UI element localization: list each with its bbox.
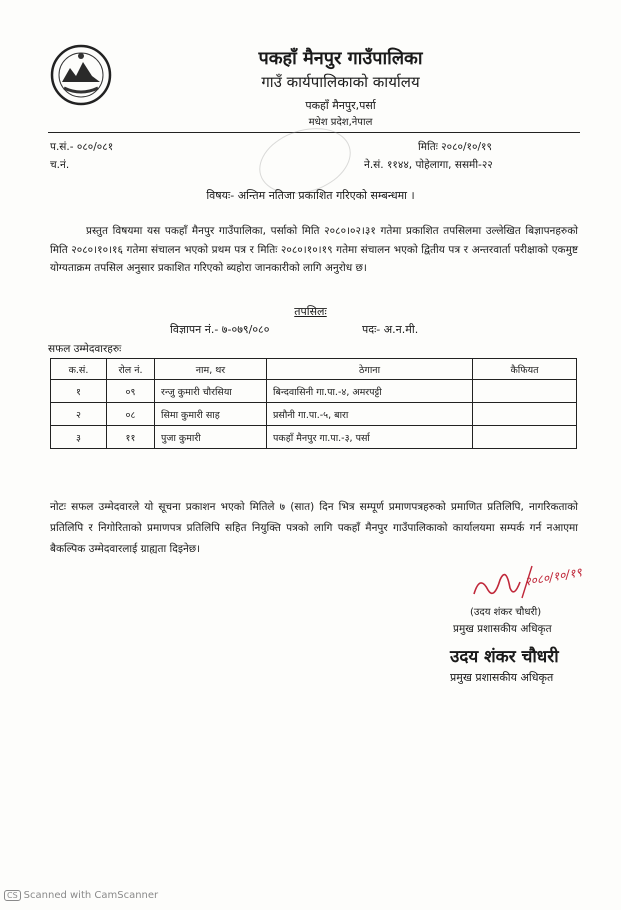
cell-address: प्रसौनी गा.पा.-५, बारा: [267, 403, 473, 426]
header-name: नाम, थर: [155, 359, 267, 380]
nepal-sambat-line: ने.सं. ११४४, पोहेलागा, ससमी-२२: [364, 159, 493, 171]
address-line: पकहाँ मैनपुर,पर्सा: [305, 99, 376, 112]
tapsil-heading: तपसिलः: [294, 305, 327, 318]
cell-name: सिमा कुमारी साह: [155, 403, 267, 426]
cell-roll: ०९: [107, 380, 155, 403]
subject-line: विषयः- अन्तिम नतिजा प्रकाशित गरिएको सम्बन्धमा ।: [206, 189, 415, 202]
scanner-text: Scanned with CamScanner: [23, 890, 159, 901]
cell-address: बिन्दवासिनी गा.पा.-४, अमरपट्टी: [267, 380, 473, 403]
cell-remarks: [473, 426, 577, 449]
cell-roll: ११: [107, 426, 155, 449]
office-name: गाउँ कार्यपालिकाको कार्यालय: [261, 73, 420, 91]
scanner-watermark: [4, 890, 158, 901]
body-paragraph: प्रस्तुत विषयमा यस पकहाँ मैनपुर गाउँपालिका, पर्साको मिति २०८०।०२।३१ गतेमा प्रकाशित तपसिलमा उल्लेखित बिज्ञापनहरुको मिति २०८०।१०।१६ गतेमा संचालन भएको प्रथम पत्र र मितिः २०८०।१०।१९ गतेमा संचालन भएको द्वितीय पत्र र अन्तरवार्ता परीक्षाको एकमुष्ट योग्यताक्रम तपसिल अनुसार प्रकाशित गरिएको ब्यहोरा जानकारीको लागि अनुरोध छ।: [50, 225, 578, 274]
dispatch-number: च.नं.: [50, 159, 70, 171]
header-serial: क.सं.: [51, 359, 107, 380]
signer-title-small: प्रमुख प्रशासकीय अधिकृत: [453, 623, 552, 635]
cell-address: पकहाँ मैनपुर गा.पा.-३, पर्सा: [267, 426, 473, 449]
header-remarks: कैफियत: [473, 359, 577, 380]
municipality-name: पकहाँ मैनपुर गाउँपालिका: [258, 48, 423, 69]
cell-serial: ३: [51, 426, 107, 449]
table-header-row: [51, 359, 577, 380]
cell-remarks: [473, 403, 577, 426]
table-row: [51, 380, 577, 403]
table-row: [51, 403, 577, 426]
signer-title-large: प्रमुख प्रशासकीय अधिकृत: [450, 671, 554, 684]
note-paragraph: नोटः सफल उम्मेदवारले यो सूचना प्रकाशन भएको मितिले ७ (सात) दिन भित्र सम्पूर्ण प्रमाणपत्रहरुको प्रमाणित प्रतिलिपि, नागरिकताको प्रतिलिपि र निगोरिताको प्रमाणपत्र प्रतिलिपि सहित नियुक्ति पत्रको लागि पकहाँ मैनपुर गाउँपालिकाको कार्यालयमा सम्पर्क गर्न नआएमा बैकल्पिक उम्मेदवारलाई ग्राह्यता दिइनेछ।: [50, 501, 578, 555]
advertisement-number: विज्ञापन नं.- ७-०७९/०८०: [170, 323, 270, 336]
successful-candidates-label: सफल उम्मेदवारहरुः: [48, 343, 122, 355]
cell-serial: १: [51, 380, 107, 403]
cell-remarks: [473, 380, 577, 403]
province-line: मधेश प्रदेश,नेपाल: [308, 117, 373, 128]
header-address: ठेगाना: [267, 359, 473, 380]
signer-name-large: उदय शंकर चौधरी: [450, 647, 559, 667]
cell-roll: ०८: [107, 403, 155, 426]
handwritten-date: २०८०/१०/१९: [523, 565, 583, 589]
post-name: पदः- अ.न.मी.: [362, 323, 419, 336]
header-roll: रोल नं.: [107, 359, 155, 380]
table-row: [51, 426, 577, 449]
camscanner-icon: CS: [4, 890, 21, 901]
results-table: [50, 358, 577, 449]
signer-name-small: (उदय शंकर चौधरी): [470, 607, 542, 618]
letter-number: प.सं.- ०८०/०८१: [50, 141, 114, 153]
date-line: मितिः २०८०/१०/१९: [418, 141, 492, 153]
cell-name: रन्जु कुमारी चौरसिया: [155, 380, 267, 403]
cell-name: पुजा कुमारी: [155, 426, 267, 449]
cell-serial: २: [51, 403, 107, 426]
